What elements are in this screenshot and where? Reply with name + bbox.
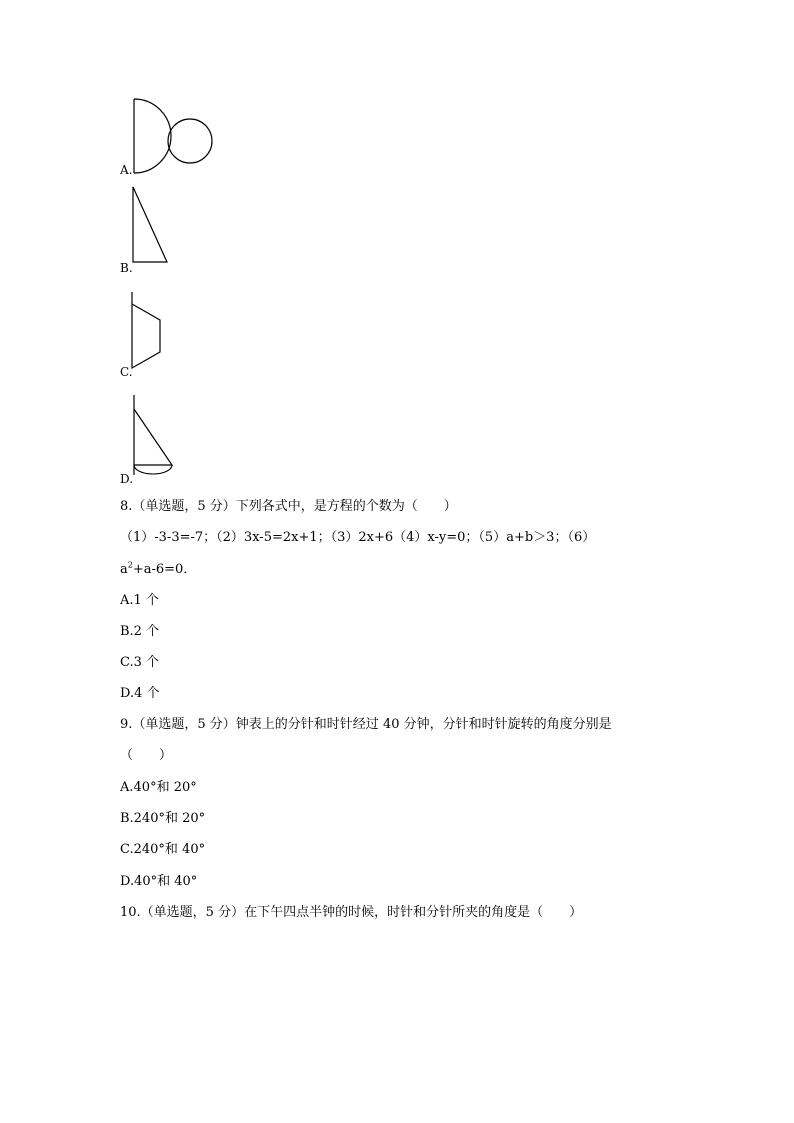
figure-label-b: B. [120,261,133,275]
question-8-equation-6 [120,562,196,578]
question-9-stem: 9.（单选题，5 分）钟表上的分针和时针经过 40 分钟，分针和时针旋转的角度分别是 [120,717,612,732]
equation-rest: +a-6=0． [132,562,197,577]
semicircle-circle-figure [120,96,220,176]
figure-option-c [120,290,220,378]
triangle-arc-figure [120,393,220,485]
question-9-stem-cont: （ ） [120,748,173,763]
question-10-stem: 10.（单选题，5 分）在下午四点半钟的时候，时针和分针所夹的角度是（ ） [120,905,583,920]
equation-base: a [120,562,128,577]
figure-option-b [120,184,220,274]
figure-label-c: C. [120,365,133,379]
question-8-equations: （1）-3-3=-7；（2）3x-5=2x+1；（3）2x+6（4）x-y=0；（5）a+b＞3；（6） [120,530,596,545]
figure-label-a: A. [120,163,133,177]
question-8-option-a[interactable]: A.1 个 [120,593,159,608]
figure-option-a [120,96,220,176]
question-9-option-d[interactable]: D.40°和 40° [120,874,198,889]
figure-option-d [120,393,220,485]
trapezoid-figure [120,290,220,378]
question-8-option-b[interactable]: B.2 个 [120,624,160,639]
question-8-stem: 8.（单选题，5 分）下列各式中，是方程的个数为（ ） [120,499,457,514]
question-9-option-a[interactable]: A.40°和 20° [120,780,197,795]
equation-exponent: 2 [127,560,133,570]
right-triangle-figure [120,184,220,274]
question-9-option-c[interactable]: C.240°和 40° [120,842,206,857]
question-8-option-c[interactable]: C.3 个 [120,655,160,670]
figure-label-d: D. [120,472,134,486]
question-9-option-b[interactable]: B.240°和 20° [120,811,206,826]
question-8-option-d[interactable]: D.4 个 [120,686,160,701]
